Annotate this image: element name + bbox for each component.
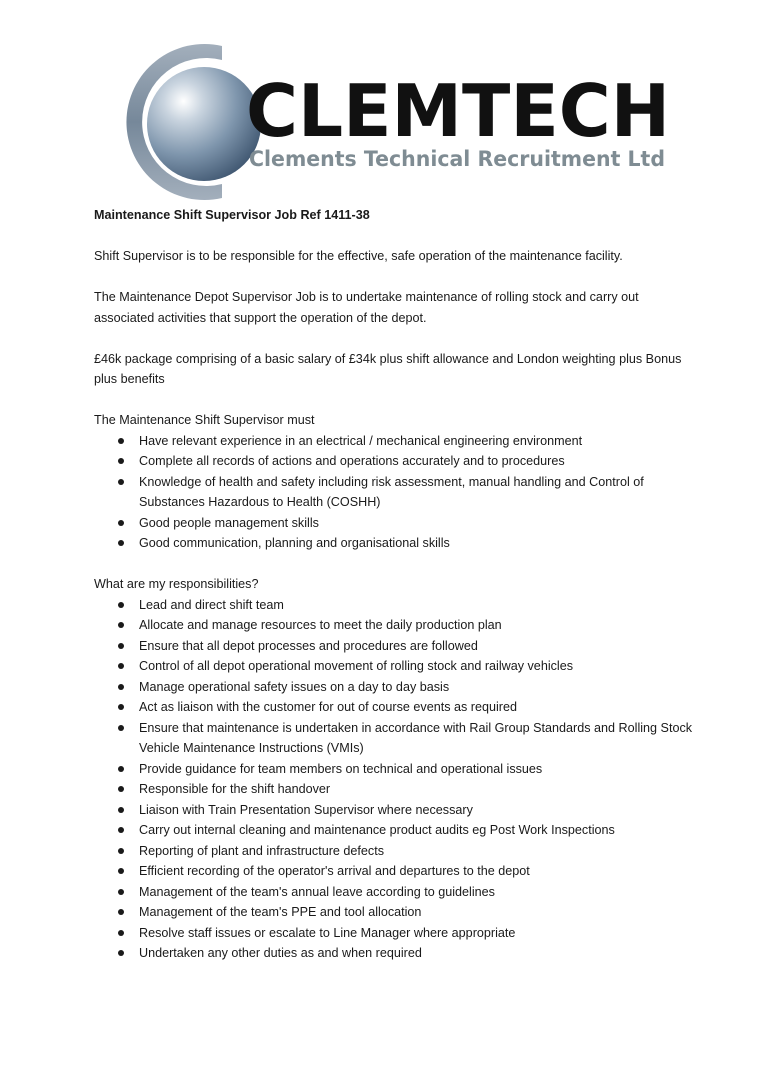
- logo-sphere-shape: [147, 67, 261, 181]
- clemtech-logo: [94, 28, 676, 206]
- responsibilities-heading: What are my responsibilities?: [94, 577, 259, 591]
- list-item: Liaison with Train Presentation Supervisor where necessary: [139, 800, 694, 821]
- list-item: Ensure that maintenance is undertaken in accordance with Rail Group Standards and Rolling Stock Vehicle Maintenance Instructions (VMIs): [139, 718, 694, 759]
- list-item: Allocate and manage resources to meet the daily production plan: [139, 615, 694, 636]
- list-item: Manage operational safety issues on a day to day basis: [139, 677, 694, 698]
- list-item: Lead and direct shift team: [139, 595, 694, 616]
- list-item: Efficient recording of the operator's arrival and departures to the depot: [139, 861, 694, 882]
- list-item: Carry out internal cleaning and maintenance product audits eg Post Work Inspections: [139, 820, 694, 841]
- paragraph-job-description: The Maintenance Depot Supervisor Job is to undertake maintenance of rolling stock and carry out associated activities that support the operation of the depot.: [94, 290, 639, 325]
- list-item: Undertaken any other duties as and when required: [139, 943, 694, 964]
- paragraph-role-summary: Shift Supervisor is to be responsible for the effective, safe operation of the maintenance facility.: [94, 249, 623, 263]
- list-item: Provide guidance for team members on technical and operational issues: [139, 759, 694, 780]
- list-item: Good communication, planning and organisational skills: [139, 533, 694, 554]
- logo-brand-text: CLEMTECH: [246, 69, 670, 153]
- list-item: Resolve staff issues or escalate to Line Manager where appropriate: [139, 923, 694, 944]
- paragraph-salary: £46k package comprising of a basic salary of £34k plus shift allowance and London weighting plus Bonus plus benefits: [94, 351, 682, 386]
- list-item: Good people management skills: [139, 513, 694, 534]
- job-title: Maintenance Shift Supervisor Job Ref 1411-38: [94, 208, 370, 222]
- requirements-list: [94, 431, 694, 554]
- list-item: Control of all depot operational movement of rolling stock and railway vehicles: [139, 656, 694, 677]
- list-item: Have relevant experience in an electrical / mechanical engineering environment: [139, 431, 694, 452]
- document-body: [94, 205, 694, 964]
- list-item: Complete all records of actions and operations accurately and to procedures: [139, 451, 694, 472]
- requirements-heading: The Maintenance Shift Supervisor must: [94, 413, 315, 427]
- list-item: Act as liaison with the customer for out of course events as required: [139, 697, 694, 718]
- list-item: Ensure that all depot processes and procedures are followed: [139, 636, 694, 657]
- responsibilities-list: [94, 595, 694, 964]
- list-item: Reporting of plant and infrastructure defects: [139, 841, 694, 862]
- list-item: Knowledge of health and safety including risk assessment, manual handling and Control of Substances Hazardous to Health (COSHH): [139, 472, 694, 513]
- list-item: Management of the team's PPE and tool allocation: [139, 902, 694, 923]
- logo-tagline-text: Clements Technical Recruitment Ltd: [249, 147, 665, 171]
- list-item: Responsible for the shift handover: [139, 779, 694, 800]
- list-item: Management of the team's annual leave according to guidelines: [139, 882, 694, 903]
